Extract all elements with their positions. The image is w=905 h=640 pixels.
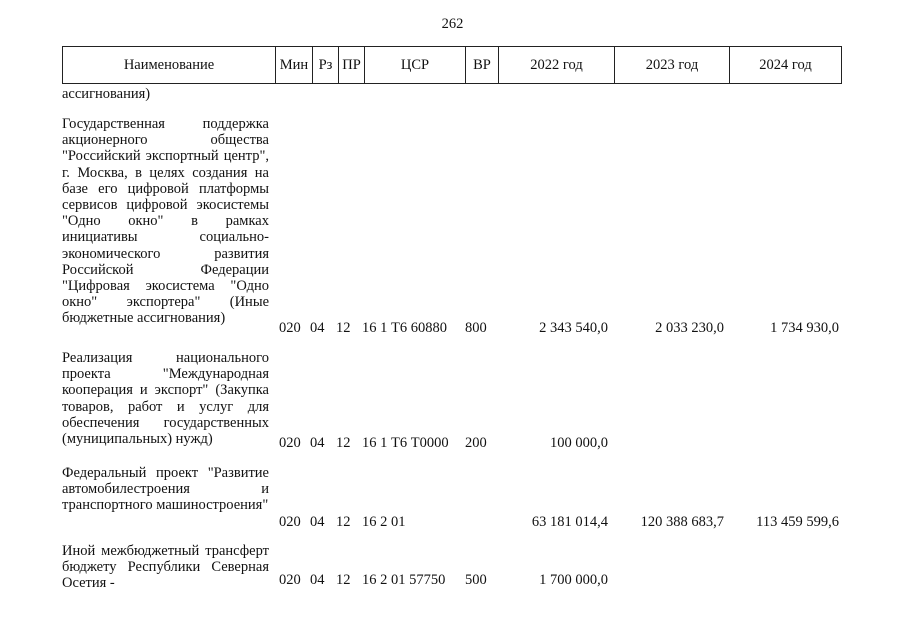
row-name: Федеральный проект "Развитие автомобилестроения и транспортного машиностроения" bbox=[62, 465, 269, 514]
column-header-pr: ПР bbox=[339, 47, 365, 84]
row-2022-value: 63 181 014,4 bbox=[531, 514, 608, 530]
row-csr: 16 1 Т6 Т0000 bbox=[362, 435, 449, 451]
row-2022-value: 100 000,0 bbox=[550, 435, 608, 451]
row-pr: 12 bbox=[336, 572, 351, 588]
row-min: 020 bbox=[279, 320, 301, 336]
row-csr: 16 2 01 bbox=[362, 514, 406, 530]
row-2024-value: 113 459 599,6 bbox=[756, 514, 839, 530]
row-2022-value: 1 700 000,0 bbox=[539, 572, 608, 588]
row-rz: 04 bbox=[310, 514, 325, 530]
column-header-2024: 2024 год bbox=[730, 47, 842, 84]
row-name: Государственная поддержка акционерного общества "Российский экспортный центр", г. Москва, в целях создания на базе его цифровой платформы сервисов цифровой экосистемы "Одно окно" в рамках инициативы социально-экономического развития Российской Федерации "Цифровая экосистема "Одно окно" экспортера" (Иные бюджетные ассигнования) bbox=[62, 116, 269, 327]
row-rz: 04 bbox=[310, 435, 325, 451]
row-name: Реализация национального проекта "Международная кооперация и экспорт" (Закупка товаров, работ и услуг для обеспечения государственных (муниципальных) нужд) bbox=[62, 350, 269, 448]
row-vr: 500 bbox=[465, 572, 487, 588]
row-name: Иной межбюджетный трансферт бюджету Республики Северная Осетия - bbox=[62, 543, 269, 592]
column-header-rz: Рз bbox=[313, 47, 339, 84]
row-min: 020 bbox=[279, 435, 301, 451]
row-min: 020 bbox=[279, 514, 301, 530]
row-pr: 12 bbox=[336, 514, 351, 530]
column-header-name: Наименование bbox=[63, 47, 276, 84]
continuation-text: ассигнования) bbox=[62, 86, 151, 102]
row-pr: 12 bbox=[336, 435, 351, 451]
row-2022-value: 2 343 540,0 bbox=[539, 320, 608, 336]
column-header-2023: 2023 год bbox=[615, 47, 730, 84]
row-2023-value: 2 033 230,0 bbox=[655, 320, 724, 336]
row-pr: 12 bbox=[336, 320, 351, 336]
row-vr: 200 bbox=[465, 435, 487, 451]
row-rz: 04 bbox=[310, 320, 325, 336]
row-2023-value: 120 388 683,7 bbox=[640, 514, 724, 530]
row-csr: 16 1 Т6 60880 bbox=[362, 320, 447, 336]
row-rz: 04 bbox=[310, 572, 325, 588]
table-header bbox=[62, 46, 842, 84]
row-vr: 800 bbox=[465, 320, 487, 336]
page-number: 262 bbox=[441, 16, 464, 32]
row-min: 020 bbox=[279, 572, 301, 588]
column-header-csr: ЦСР bbox=[365, 47, 466, 84]
column-header-2022: 2022 год bbox=[499, 47, 615, 84]
column-header-vr: ВР bbox=[466, 47, 499, 84]
row-csr: 16 2 01 57750 bbox=[362, 572, 446, 588]
row-2024-value: 1 734 930,0 bbox=[770, 320, 839, 336]
column-header-min: Мин bbox=[276, 47, 313, 84]
